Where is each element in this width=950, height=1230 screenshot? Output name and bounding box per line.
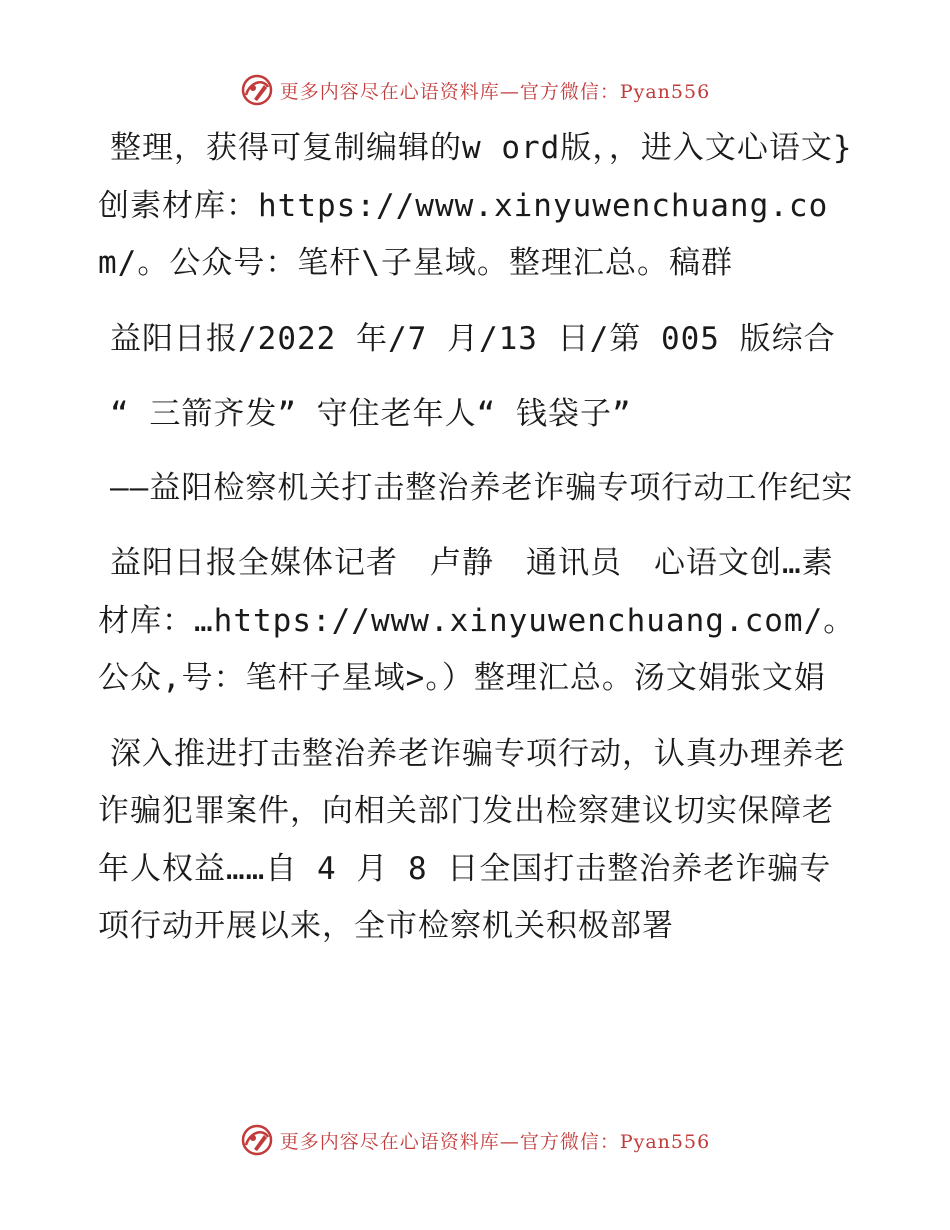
pen-swirl-logo-icon bbox=[240, 73, 274, 107]
source-line: 益阳日报/2022 年/7 月/13 日/第 005 版综合 bbox=[110, 320, 836, 357]
banner-official-label: 官方微信： bbox=[519, 1130, 620, 1153]
banner-text bbox=[280, 77, 710, 104]
lead-paragraph: 深入推进打击整治养老诈骗专项行动，认真办理养老诈骗犯罪案件，向相关部门发出检察建议切实保障老年人权益……自 4 月 8 日全国打击整治养老诈骗专项行动开展以来，全市检察机关积极部署 bbox=[98, 735, 846, 944]
banner-text bbox=[280, 1127, 710, 1154]
byline: 益阳日报全媒体记者 卢静 通讯员 心语文创…素材库：…https://www.xinyuwenchuang.com/。公众,号：笔杆子星域>。）整理汇总。汤文娟张文娟 bbox=[98, 545, 856, 696]
banner-separator: — bbox=[499, 80, 520, 103]
banner-tagline: 更多内容尽在心语资料库 bbox=[279, 1130, 500, 1153]
intro-paragraph: 整理，获得可复制编辑的w ord版，，进入文心语文}创素材库：https://www.xinyuwenchuang.com/。公众号：笔杆\子星域。整理汇总。稿群 bbox=[98, 130, 853, 281]
banner-wechat-id: Pyan556 bbox=[619, 80, 711, 103]
headline: “ 三箭齐发” 守住老年人“ 钱袋子” bbox=[110, 396, 632, 432]
pen-swirl-logo-icon bbox=[240, 1123, 274, 1157]
banner-official-label: 官方微信： bbox=[519, 80, 620, 103]
document-body bbox=[98, 120, 858, 974]
footer-banner bbox=[0, 1120, 950, 1160]
header-banner bbox=[0, 70, 950, 110]
subheadline: ——益阳检察机关打击整治养老诈骗专项行动工作纪实 bbox=[110, 469, 854, 506]
banner-wechat-id: Pyan556 bbox=[619, 1130, 711, 1153]
banner-tagline: 更多内容尽在心语资料库 bbox=[279, 80, 500, 103]
banner-separator: — bbox=[499, 1130, 520, 1153]
